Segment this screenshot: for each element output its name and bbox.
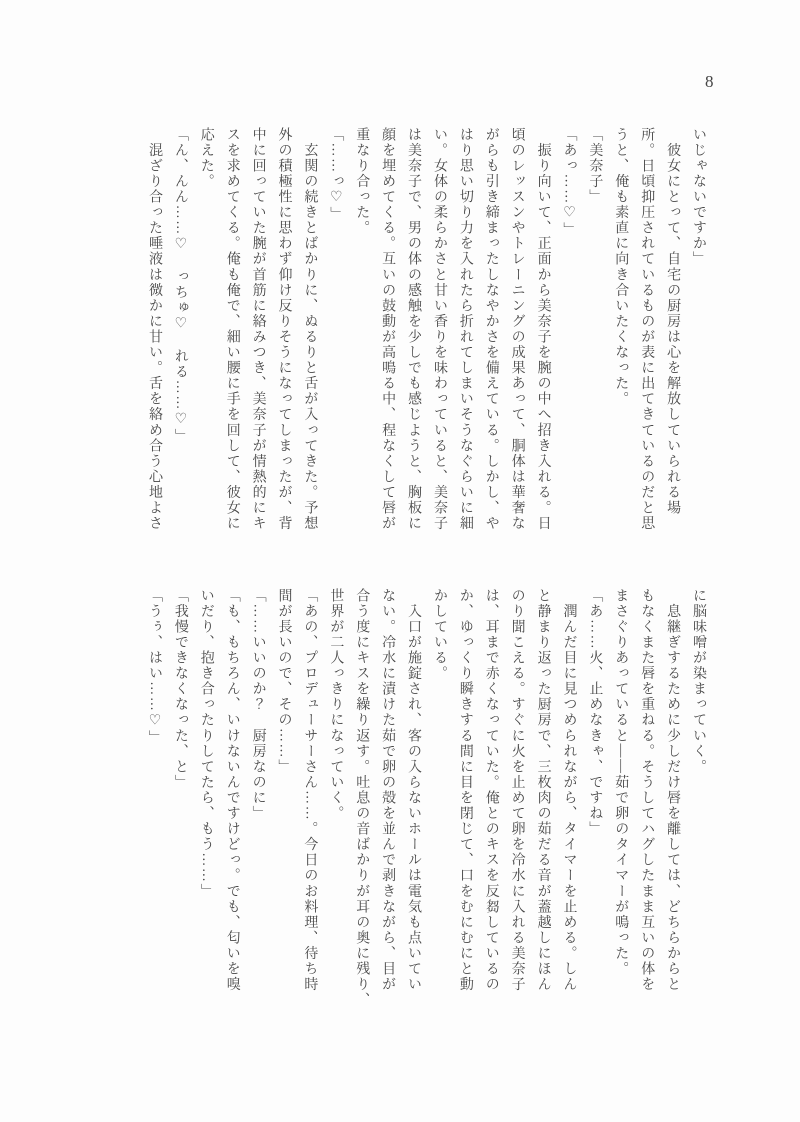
text-line: 所。日頃抑圧されているものが表に出てきているのだと思 (639, 127, 655, 532)
text-line: は、耳まで赤くなっていた。俺とのキスを反芻しているの (483, 588, 499, 993)
text-line: 「……いいのか？ 厨房なのに」 (250, 588, 266, 822)
text-line: 応えた。 (198, 127, 214, 190)
text-block-bottom (135, 588, 711, 1008)
text-line: 振り向いて、正面から美奈子を腕の中へ招き入れる。日 (535, 127, 551, 532)
text-line: もなくまた唇を重ねる。そうしてハグしたまま互いの体を (639, 588, 655, 993)
text-line: 顔を埋めてくる。互いの鼓動が高鳴る中、程なくして唇が (380, 127, 396, 532)
text-line: 「……っ♡」 (328, 127, 344, 223)
text-line: ない。冷水に漬けた茹で卵の殻を並んで剥きながら、目が (380, 588, 396, 993)
text-line: 世界が二人っきりになっていく。 (328, 588, 344, 822)
text-line: のり聞こえる。すぐに火を止めて卵を冷水に入れる美奈子 (509, 588, 525, 993)
text-line: スを求めてくる。俺も俺で、細い腰に手を回して、彼女に (224, 127, 240, 532)
text-block-top (135, 127, 711, 535)
text-line: かしている。 (431, 588, 447, 682)
text-line: 中に回っていた腕が首筋に絡みつき、美奈子が情熱的にキ (250, 127, 266, 532)
text-line: 入口が施錠され、客の入らないホールは電気も点いてい (406, 588, 422, 993)
text-line: は美奈子で、男の体の感触を少しでも感じようと、胸板に (406, 127, 422, 532)
text-line: 「も、もちろん、いけないんですけどっ。でも、匂いを嗅 (224, 588, 240, 993)
text-line: 重なり合った。 (354, 127, 370, 236)
text-line: 「美奈子」 (587, 127, 603, 205)
text-line: 間が長いので、その……」 (276, 588, 292, 775)
text-line: と静まり返った厨房で、三枚肉の茹だる音が蓋越しにほん (535, 588, 551, 993)
text-line: がらも引き締まったしなやかさを備えている。しかし、や (483, 127, 499, 532)
text-line: い。女体の柔らかさと甘い香りを味わっていると、美奈子 (431, 127, 447, 532)
text-line: 頃のレッスンやトレーニングの成果あって、胴体は華奢な (509, 127, 525, 532)
text-line: に脳味噌が染まっていく。 (691, 588, 706, 775)
text-line: 合う度にキスを繰り返す。吐息の音ばかりが耳の奥に残り、 (354, 588, 370, 1008)
text-line: いだり、抱き合ったりしてたら、もう……」 (198, 588, 214, 899)
page-number: 8 (705, 72, 714, 91)
text-line: まさぐりあっていると――茹で卵のタイマーが鳴った。 (613, 588, 629, 977)
text-line: はり思い切り力を入れたら折れてしまいそうなぐらいに細 (457, 127, 473, 532)
text-line: か、ゆっくり瞬きする間に目を閉じて、口をむにむにと動 (457, 588, 473, 993)
text-line: うと、俺も素直に向き合いたくなった。 (613, 127, 629, 407)
text-line: 「あ……火、止めなきゃ、ですね」 (587, 588, 603, 837)
text-line: 「うぅ、はい……♡」 (146, 588, 162, 746)
text-line: 息継ぎするために少しだけ唇を離しては、どちらからと (665, 588, 681, 993)
text-line: 「我慢できなくなった、と」 (172, 588, 188, 791)
text-line: 「あの、プロデューサーさん……。今日のお料理、待ち時 (302, 588, 318, 993)
text-line: 混ざり合った唾液は微かに甘い。舌を絡め合う心地よさ (146, 127, 162, 532)
text-line: 潤んだ目に見つめられながら、タイマーを止める。しん (561, 588, 577, 993)
text-line: 「ん、んん……♡ っちゅ♡ れる……♡」 (172, 127, 188, 444)
text-line: 「あっ……♡」 (561, 127, 577, 238)
text-line: いじゃないですか」 (691, 127, 706, 267)
text-line: 玄関の続きとばかりに、ぬるりと舌が入ってきた。予想 (302, 127, 318, 532)
text-line: 外の積極性に思わず仰け反りそうになってしまったが、背 (276, 127, 292, 532)
text-line: 彼女にとって、自宅の厨房は心を解放していられる場 (665, 127, 681, 516)
